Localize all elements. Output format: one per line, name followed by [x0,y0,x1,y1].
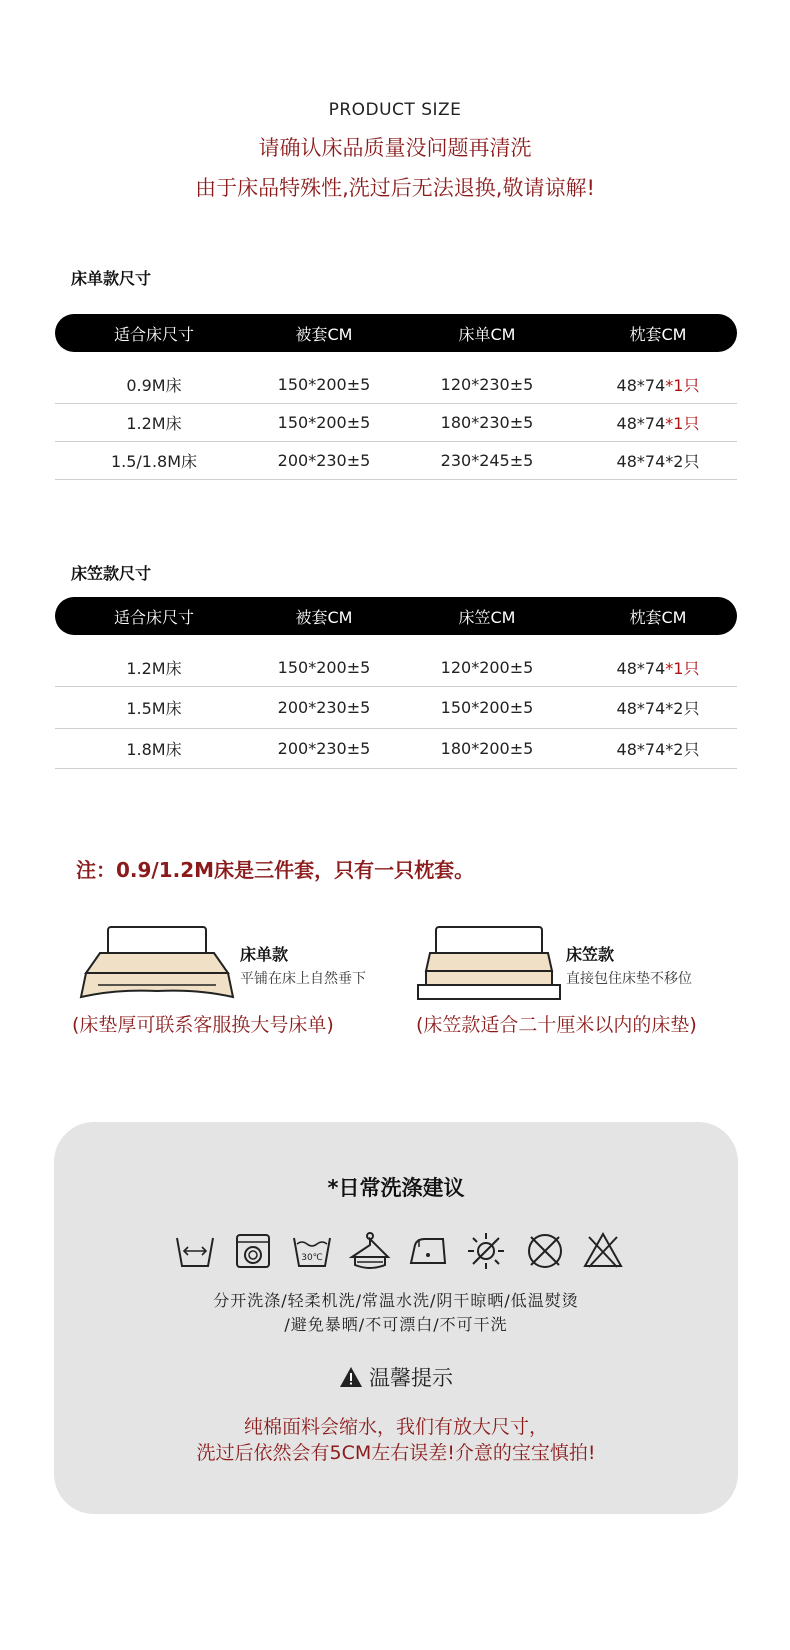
page-header [0,100,790,202]
care-card [54,1122,738,1514]
machine-wash-icon [232,1230,274,1272]
pillow-qty: *2只 [665,452,700,471]
sheet-type-desc: 平铺在床上自然垂下 [240,971,366,987]
pillow-cell [579,373,737,396]
pillow-size: 48*74 [616,740,666,759]
size-cell: 1.8M床 [126,740,182,759]
no-sun-icon [465,1230,507,1272]
set-note: 注：0.9/1.2M床是三件套，只有一只枕套。 [76,858,475,882]
header-cell: 床笠CM [458,607,516,627]
size-cell: 1.5M床 [126,699,182,718]
sheet-table-title: 床单款尺寸 [71,269,152,288]
sheet-cell: 180*230±5 [440,413,534,432]
header-notice-line1: 请确认床品质量没问题再清洗 [258,136,532,160]
tip-line1: 纯棉面料会缩水，我们有放大尺寸， [243,1416,548,1438]
size-cell: 1.2M床 [126,659,182,678]
pillow-cell [579,737,737,760]
header-cell: 被套CM [295,324,353,344]
table-row [55,352,737,404]
duvet-cell: 200*230±5 [277,698,371,717]
tip-line2: 洗过后依然会有5CM左右误差!介意的宝宝慎拍! [196,1442,596,1464]
header-cell: 适合床尺寸 [113,324,194,344]
pillow-cell [579,696,737,719]
product-size-heading: PRODUCT SIZE [328,100,462,120]
duvet-cell: 200*230±5 [277,739,371,758]
care-instructions-line1: 分开洗涤/轻柔机洗/常温水洗/阴干晾晒/低温熨烫 [213,1291,579,1310]
size-cell: 0.9M床 [126,376,182,395]
tip-title: 温馨提示 [369,1366,453,1390]
header-cell: 枕套CM [629,607,687,627]
pillow-cell [579,656,737,679]
duvet-cell: 150*200±5 [277,375,371,394]
flat-sheet-bed-icon [78,925,236,1003]
fitted-type-name: 床笠款 [566,945,615,964]
sheet-type-name: 床单款 [240,945,289,964]
fitted-size-table [55,597,737,769]
sheet-cell: 120*230±5 [440,375,534,394]
wash-temp-label: 30℃ [300,1253,323,1263]
header-cell: 枕套CM [629,324,687,344]
low-iron-icon [407,1230,449,1272]
table-header [55,597,737,635]
fitted-sheet-bed-icon [414,925,564,1003]
table-row [55,442,737,480]
pillow-qty: *2只 [665,699,700,718]
duvet-cell: 150*200±5 [277,658,371,677]
size-cell: 1.5/1.8M床 [110,452,198,471]
pillow-size: 48*74 [616,452,666,471]
pillow-qty: *1只 [665,659,700,678]
duvet-cell: 150*200±5 [277,413,371,432]
pillow-qty: *1只 [665,376,700,395]
fitted-cell: 120*200±5 [440,658,534,677]
separate-wash-icon [174,1230,216,1272]
table-row [55,635,737,687]
pillow-size: 48*74 [616,414,666,433]
hang-dry-icon [349,1230,391,1272]
table-header [55,314,737,352]
sheet-type-footnote: (床垫厚可联系客服换大号床单) [72,1014,334,1036]
header-notice-line2: 由于床品特殊性,洗过后无法退换,敬请谅解! [195,176,595,200]
pillow-qty: *1只 [665,414,700,433]
pillow-size: 48*74 [616,659,666,678]
care-title: *日常洗涤建议 [327,1176,465,1200]
size-cell: 1.2M床 [126,414,182,433]
table-row [55,729,737,769]
pillow-qty: *2只 [665,740,700,759]
fitted-type-footnote: (床笠款适合二十厘米以内的床垫) [416,1014,697,1036]
header-cell: 床单CM [458,324,516,344]
pillow-cell [579,449,737,472]
care-instructions-line2: /避免暴晒/不可漂白/不可干洗 [284,1315,508,1334]
header-cell: 被套CM [295,607,353,627]
header-cell: 适合床尺寸 [113,607,194,627]
tip-heading [54,1362,738,1392]
fitted-type-desc: 直接包住床垫不移位 [566,971,692,987]
table-row [55,687,737,729]
fitted-cell: 180*200±5 [440,739,534,758]
pillow-cell [579,411,737,434]
no-dry-clean-icon [582,1230,624,1272]
warning-icon [339,1366,363,1388]
fitted-table-title: 床笠款尺寸 [71,564,152,583]
wash-30c-icon [291,1230,333,1272]
fitted-cell: 150*200±5 [440,698,534,717]
sheet-cell: 230*245±5 [440,451,534,470]
care-icons [174,1230,624,1272]
duvet-cell: 200*230±5 [277,451,371,470]
table-row [55,404,737,442]
pillow-size: 48*74 [616,699,666,718]
sheet-size-table [55,314,737,480]
pillow-size: 48*74 [616,376,666,395]
no-bleach-icon [524,1230,566,1272]
